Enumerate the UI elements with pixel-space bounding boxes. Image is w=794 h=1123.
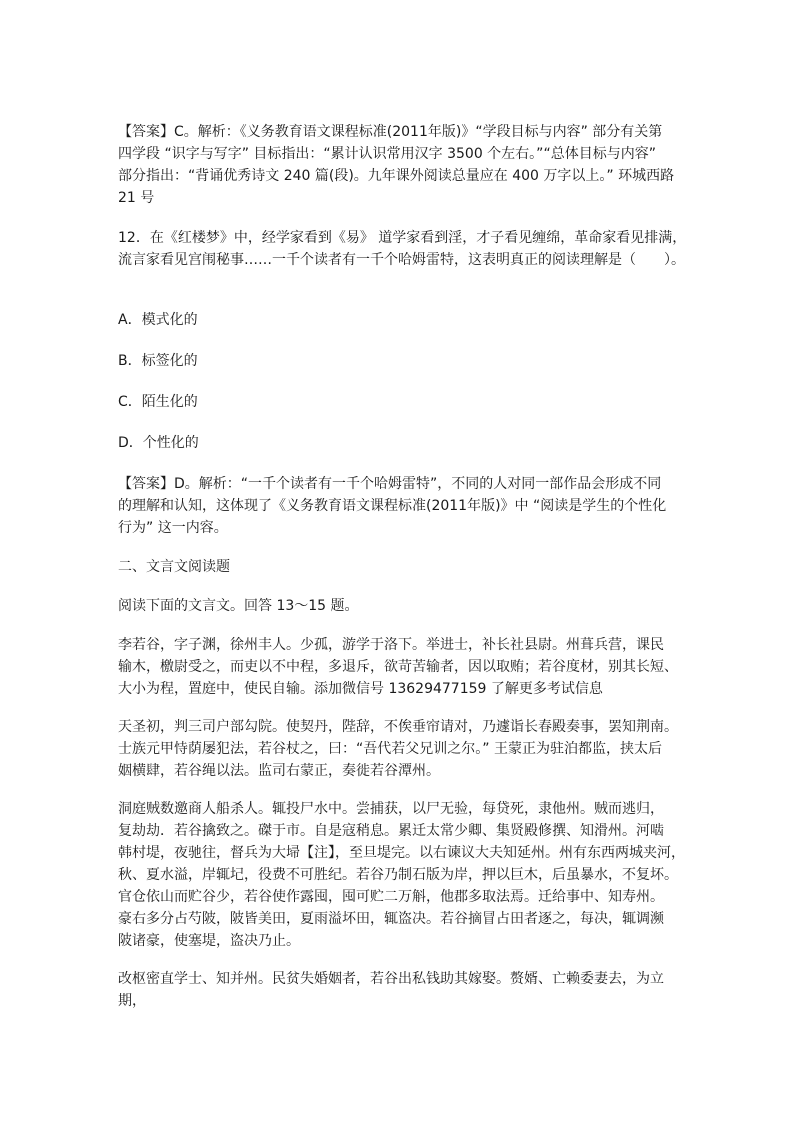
text-line: 【答案】D。解析：“一千个读者有一千个哈姆雷特”，不同的人对同一部作品会形成不同 xyxy=(118,476,662,492)
text-line: 李若谷，字子渊，徐州丰人。少孤，游学于洛下。举进士，补长社县尉。州葺兵营，课民 xyxy=(118,637,664,653)
text-line: 姻横肆，若谷绳以法。监司右蒙正，奏徙若谷潭州。 xyxy=(118,763,440,779)
text-line: 豪右多分占芍陂，陂皆美田，夏雨溢坏田，辄盗决。若谷摘冒占田者逐之，每决，辄调濒 xyxy=(118,911,664,927)
text-line: 21 号 xyxy=(118,190,155,206)
text-line: 大小为程，置庭中，使民自输。添加微信号 13629477159 了解更多考试信息 xyxy=(118,681,603,697)
option-c: C．陌生化的 xyxy=(118,394,198,410)
text-line: 行为” 这一内容。 xyxy=(118,520,228,536)
text-line: 洞庭贼数邀商人船杀人。辄投尸水中。尝捕获，以尸无验，每贷死，隶他州。贼而逃归， xyxy=(118,801,664,817)
text-line: 陂诸豪，使塞堤，盗决乃止。 xyxy=(118,933,300,949)
passage-paragraph-3 xyxy=(118,798,690,952)
text-line: 复劫劫．若谷擒致之。磔于市。自是寇稍息。累迁太常少卿、集贤殿修撰、知滑州。河啮 xyxy=(118,823,664,839)
reading-instruction: 阅读下面的文言文。回答 13～15 题。 xyxy=(118,598,359,614)
text-line: 改枢密直学士、知并州。民贫失婚姻者，若谷出私钱助其嫁娶。赘婿、亡赖委妻去，为立 xyxy=(118,971,664,987)
option-d: D．个性化的 xyxy=(118,435,199,451)
document-page xyxy=(118,121,690,1012)
text-line: 官仓依山而贮谷少，若谷使作露囤，囤可贮二万斛，他郡多取法焉。迁给事中、知寿州。 xyxy=(118,889,664,905)
answer-11-paragraph xyxy=(118,121,690,209)
option-b: B．标签化的 xyxy=(118,353,198,369)
text-line: 士族元甲恃荫屡犯法，若谷杖之，曰：“吾代若父兄训之尔。” 王蒙正为驻泊都监，挟太后 xyxy=(118,741,662,757)
section-heading: 二、文言文阅读题 xyxy=(118,559,230,575)
option-a: A．模式化的 xyxy=(118,312,198,328)
text-line: 【答案】C。解析：《义务教育语文课程标准(2011年版)》“学段目标与内容” 部分有关第 xyxy=(118,124,663,140)
text-line: 四学段 “识字与写字” 目标指出：“累计认识常用汉字 3500 个左右。”“总体目标与内容” xyxy=(118,146,656,162)
text-line: 输木，檄尉受之，而吏以不中程，多退斥，欲苛苦输者，因以取贿；若谷度材，别其长短、 xyxy=(118,659,678,675)
answer-12-paragraph xyxy=(118,473,690,539)
passage-paragraph-4 xyxy=(118,968,690,1012)
passage-paragraph-2 xyxy=(118,716,690,782)
question-12-paragraph xyxy=(118,227,690,271)
text-line: 秋、夏水溢，岸辄圮，役费不可胜纪。若谷乃制石版为岸，押以巨木，后虽暴水，不复坏。 xyxy=(118,867,678,883)
passage-paragraph-1 xyxy=(118,634,690,700)
text-line: 的理解和认知，这体现了《义务教育语文课程标准(2011年版)》中 “阅读是学生的个性化 xyxy=(118,498,667,514)
text-line: 部分指出：“背诵优秀诗文 240 篇(段)。九年课外阅读总量应在 400 万字以上。” 环城西路 xyxy=(118,168,675,184)
text-line: 流言家看见宫闱秘事……一千个读者有一千个哈姆雷特，这表明真正的阅读理解是（ ）。 xyxy=(118,252,685,268)
text-line: 韩村堤，夜驰往，督兵为大埽【注】，至旦堤完。以右谏议大夫知延州。州有东西两城夹河， xyxy=(118,845,685,861)
text-line: 12．在《红楼梦》中，经学家看到《易》 道学家看到淫，才子看见缠绵，革命家看见排满， xyxy=(118,230,687,246)
text-line: 天圣初，判三司户部勾院。使契丹，陛辞，不俟垂帘请对，乃遽诣长春殿奏事，罢知荆南。 xyxy=(118,719,678,735)
text-line: 期， xyxy=(118,993,146,1009)
